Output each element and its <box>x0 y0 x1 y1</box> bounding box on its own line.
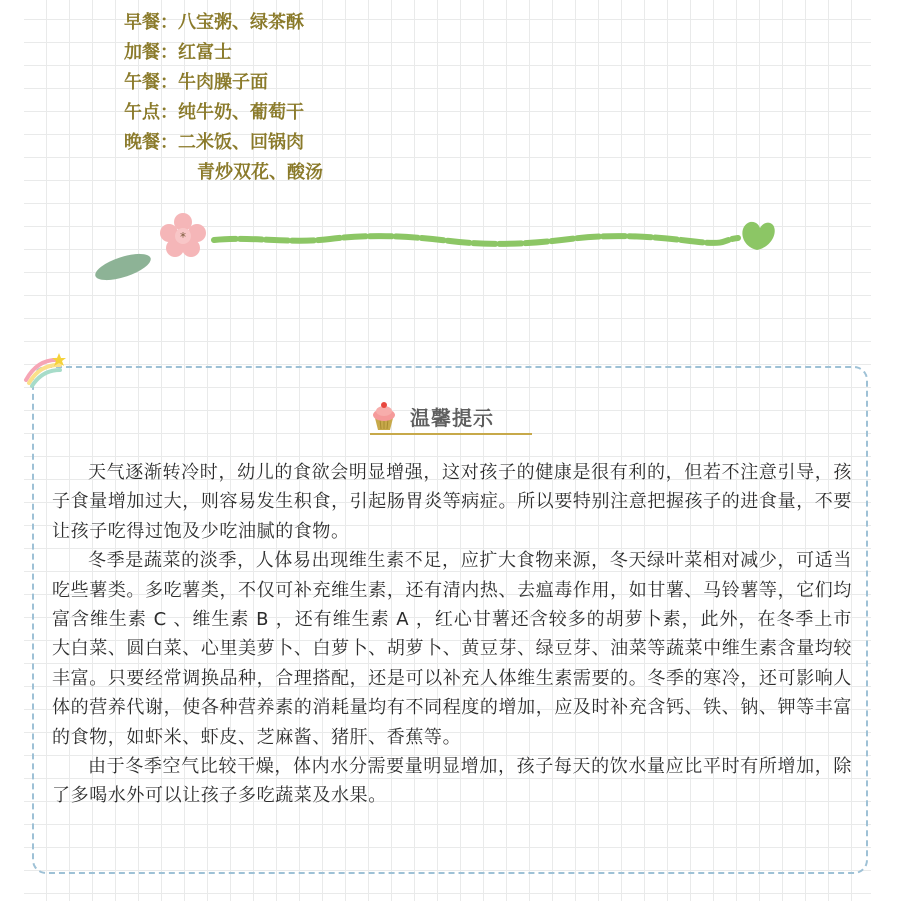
vine-divider <box>0 0 917 300</box>
tips-content <box>52 458 852 811</box>
menu-dinner: 晚餐：二米饭、回锅肉 <box>124 132 304 153</box>
menu-lunch: 午餐：牛肉臊子面 <box>124 72 268 93</box>
menu-snack: 加餐：红富士 <box>124 42 232 63</box>
rainbow-icon <box>22 350 70 390</box>
tips-paragraph-3: 由于冬季空气比较干燥，体内水分需要量明显增加，孩子每天的饮水量应比平时有所增加，除了多喝水外可以让孩子多吃蔬菜及水果。 <box>52 756 852 807</box>
menu-afternoon-snack: 午点：纯牛奶、葡萄干 <box>124 102 304 123</box>
flower-icon <box>160 213 206 257</box>
leaf-icon <box>92 249 153 286</box>
tips-title <box>368 398 494 434</box>
tips-paragraph-2: 冬季是蔬菜的淡季，人体易出现维生素不足，应扩大食物来源，冬天绿叶菜相对减少，可适当吃些薯类。多吃薯类，不仅可补充维生素，还有清内热、去瘟毒作用，如甘薯、马铃薯等，它们均富含维生素 C 、维生素 B ，还有维生素 A ，红心甘薯还含较多的胡萝卜素，此外，在冬季上市大白菜、圆白菜、心里美萝卜、白萝卜、胡萝卜、黄豆芽、绿豆芽、油菜等蔬菜中维生素含量均较丰富。只要经常调换品种，合理搭配，还是可以补充人体维生素需要的。冬季的寒冷，还可影响人体的营养代谢，使各种营养素的消耗量均有不同程度的增加，应及时补充含钙、铁、钠、钾等丰富的食物，如虾米、虾皮、芝麻酱、猪肝、香蕉等。 <box>52 550 852 748</box>
title-underline <box>370 433 532 435</box>
menu-breakfast: 早餐：八宝粥、绿茶酥 <box>124 12 304 33</box>
heart-leaf-icon <box>742 222 774 250</box>
vine-line <box>214 236 738 244</box>
menu-dinner-continued: 青炒双花、酸汤 <box>197 162 323 183</box>
cupcake-icon <box>368 400 400 432</box>
tips-paragraph-1: 天气逐渐转冷时，幼儿的食欲会明显增强，这对孩子的健康是很有利的，但若不注意引导，孩子食量增加过大，则容易发生积食，引起肠胃炎等病症。所以要特别注意把握孩子的进食量，不要让孩子吃得过饱及少吃油腻的食物。 <box>52 462 852 542</box>
tips-title-text: 温馨提示 <box>410 405 494 430</box>
svg-text:*: * <box>180 230 186 244</box>
